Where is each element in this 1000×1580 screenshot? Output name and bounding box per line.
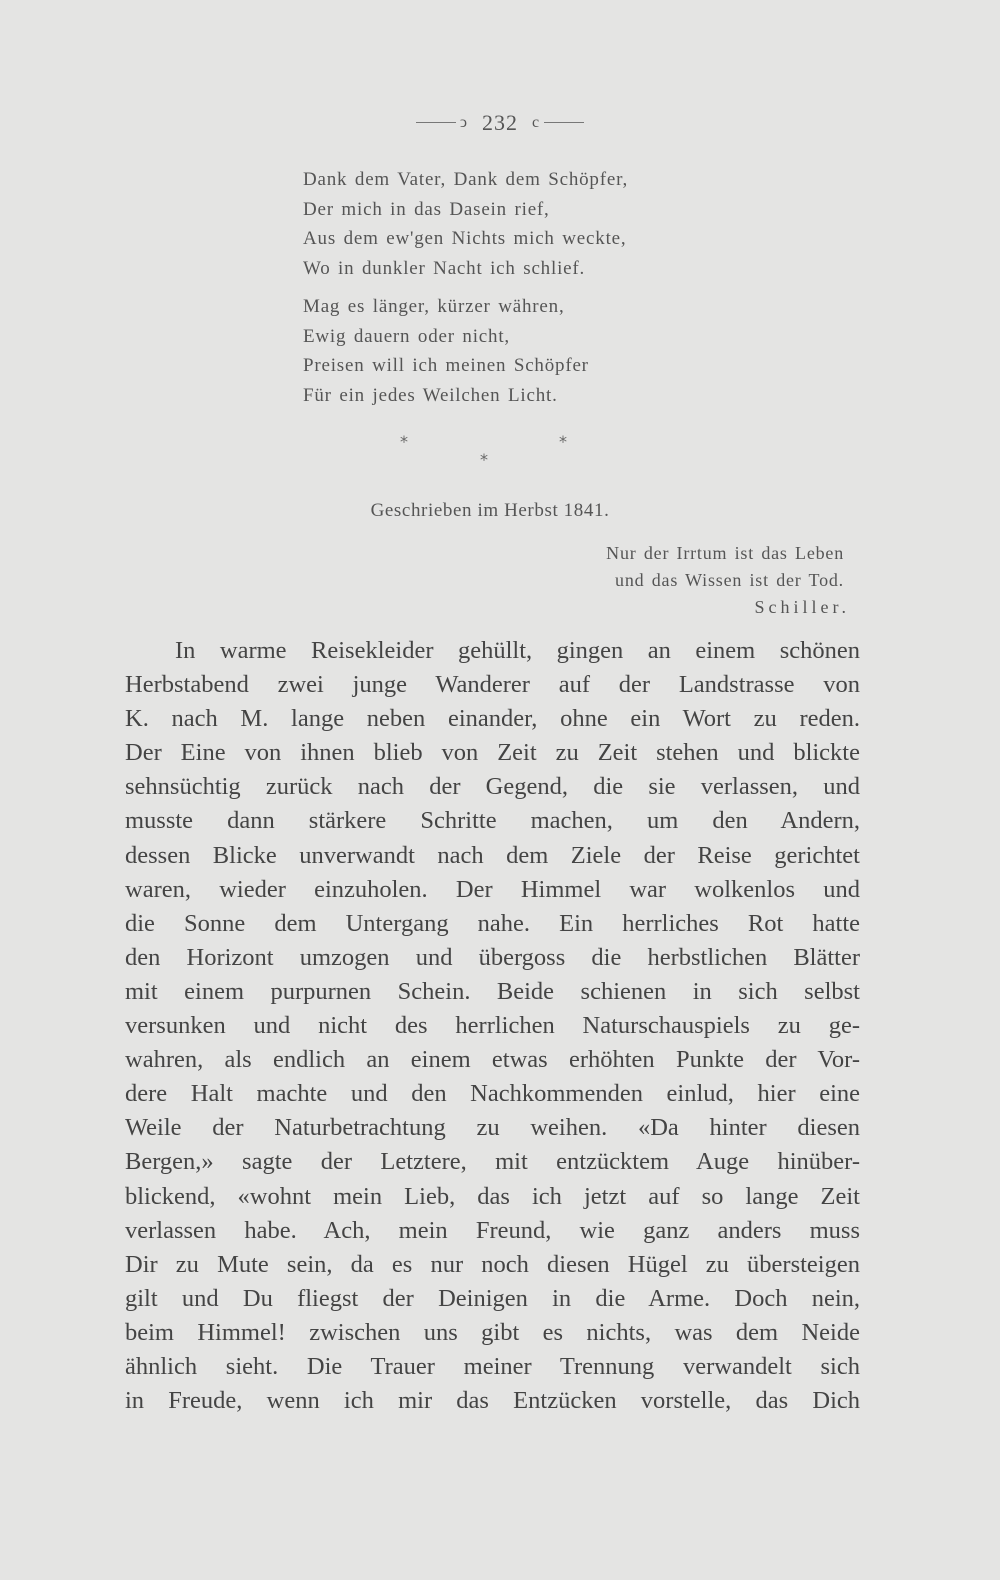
body-line: waren, wieder einzuholen. Der Himmel war wolkenlos und xyxy=(125,875,860,903)
body-line: die Sonne dem Untergang nahe. Ein herrliches Rot hatte xyxy=(125,909,860,937)
poem-stanza-1 xyxy=(303,165,628,283)
body-line: Der Eine von ihnen blieb von Zeit zu Zeit stehen und blickte xyxy=(125,739,860,767)
poem-line: Für ein jedes Weilchen Licht. xyxy=(303,384,558,406)
body-line: Bergen,» sagte der Letztere, mit entzücktem Auge hinüber- xyxy=(125,1148,860,1176)
asterism-star: * xyxy=(480,450,488,469)
body-line: den Horizont umzogen und übergoss die herbstlichen Blätter xyxy=(125,943,860,971)
body-paragraph xyxy=(125,634,860,1418)
body-line: musste dann stärkere Schritte machen, um den Andern, xyxy=(125,807,860,835)
poem-stanza-2 xyxy=(303,292,589,410)
poem-line: Preisen will ich meinen Schöpfer xyxy=(303,355,589,376)
epigraph-line: Nur der Irrtum ist das Leben xyxy=(606,543,844,563)
body-line: dessen Blicke unverwandt nach dem Ziele der Reise gerichtet xyxy=(125,841,860,869)
poem-line: Dank dem Vater, Dank dem Schöpfer, xyxy=(303,169,628,190)
page-number: 232 xyxy=(482,109,518,135)
body-line: beim Himmel! zwischen uns gibt es nichts, was dem Neide xyxy=(125,1318,860,1346)
header-right-ornament: c xyxy=(532,113,541,131)
epigraph xyxy=(606,540,850,621)
body-line: versunken und nicht des herrlichen Naturschauspiels zu ge- xyxy=(125,1012,860,1040)
section-heading: Geschrieben im Herbst 1841. xyxy=(370,500,610,521)
poem-line: Wo in dunkler Nacht ich schlief. xyxy=(303,257,586,279)
body-line: verlassen habe. Ach, mein Freund, wie ganz anders muss xyxy=(125,1216,860,1244)
body-line: wahren, als endlich an einem etwas erhöhten Punkte der Vor- xyxy=(125,1046,860,1074)
asterism-star: * xyxy=(559,432,567,451)
body-line: Dir zu Mute sein, da es nur noch diesen Hügel zu übersteigen xyxy=(125,1250,860,1278)
poem-line: Aus dem ew'gen Nichts mich weckte, xyxy=(303,228,627,249)
page-header xyxy=(0,108,1000,136)
body-line: Herbstabend zwei junge Wanderer auf der Landstrasse von xyxy=(125,671,860,699)
asterism-star: * xyxy=(400,432,408,451)
body-line: K. nach M. lange neben einander, ohne ein Wort zu reden. xyxy=(125,705,860,733)
body-line: mit einem purpurnen Schein. Beide schienen in sich selbst xyxy=(125,977,860,1005)
body-line: Weile der Naturbetrachtung zu weihen. «Da hinter diesen xyxy=(125,1114,860,1142)
poem-line: Mag es länger, kürzer währen, xyxy=(303,296,565,317)
epigraph-author: Schiller. xyxy=(754,597,850,617)
body-line: ähnlich sieht. Die Trauer meiner Trennung verwandelt sich xyxy=(125,1352,860,1380)
body-line: gilt und Du fliegst der Deinigen in die Arme. Doch nein, xyxy=(125,1284,860,1312)
body-line: dere Halt machte und den Nachkommenden einlud, hier eine xyxy=(125,1080,860,1108)
body-line: blickend, «wohnt mein Lieb, das ich jetzt auf so lange Zeit xyxy=(125,1182,860,1210)
header-rule-right xyxy=(544,122,584,123)
header-left-ornament: ↄ xyxy=(459,113,468,131)
header-rule-left xyxy=(416,122,456,123)
body-line: In warme Reisekleider gehüllt, gingen an einem schönen xyxy=(175,637,860,664)
epigraph-line: und das Wissen ist der Tod. xyxy=(615,570,844,590)
poem-line: Ewig dauern oder nicht, xyxy=(303,325,510,347)
body-line: in Freude, wenn ich mir das Entzücken vorstelle, das Dich xyxy=(125,1387,860,1415)
poem-line: Der mich in das Dasein rief, xyxy=(303,198,550,220)
body-line: sehnsüchtig zurück nach der Gegend, die sie verlassen, und xyxy=(125,773,860,801)
